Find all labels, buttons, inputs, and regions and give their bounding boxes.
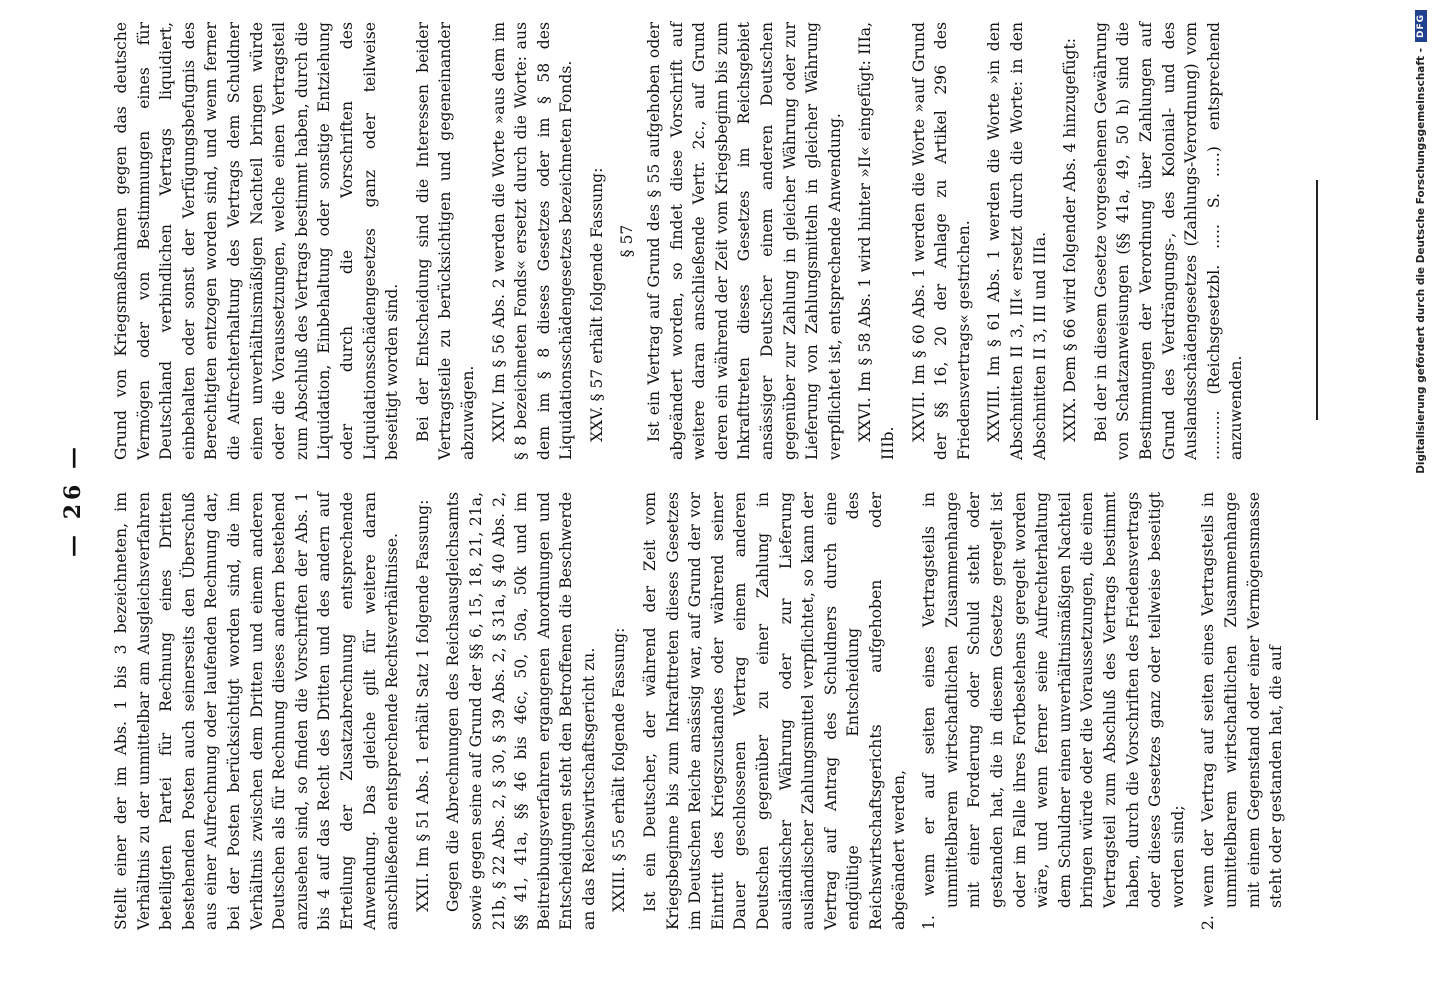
paragraph: XXVII. Im § 60 Abs. 1 werden die Worte »auf Grund der §§ 16, 20 der Anlage zu Artikel 296 des Friedensvertrags« gestrichen. bbox=[909, 22, 973, 460]
paragraph: 2. wenn der Vertrag auf seiten eines Vertragsteils in unmittelbarem wirtschaftlichen Zusammenhange mit einem Gegenstand oder einer Vermögensmasse steht oder gestanden hat, die auf bbox=[1199, 492, 1286, 930]
digitization-notice-text: Digitalisierung gefördert durch die Deutsche Forschungsgemeinschaft - bbox=[1415, 48, 1427, 474]
dfg-logo: DFG bbox=[1415, 10, 1427, 42]
paragraph: Bei der Entscheidung sind die Interessen beider Vertragsteile zu berücksichtigen und gegeneinander abzuwägen. bbox=[413, 22, 477, 460]
right-column bbox=[110, 22, 1248, 460]
paragraph: Grund von Kriegsmaßnahmen gegen das deutsche Vermögen oder von Bestimmungen eines für Deutschland verbindlichen Vertrags liquidiert, einbehalten oder sonst der Verfügungsbefugnis des Berechtigten entzogen worden sind, und wenn ferner die Aufrechterhaltung des Vertrags dem Schuldner einen unverhältnismäßigen Nachteil bringen würde oder die Voraussetzungen, welche einen Vertragsteil zum Abschluß des Vertrags bestimmt haben, durch die Liquidation, Einbehaltung oder sonstige Entziehung oder durch die Vorschriften des Liquidationsschädengesetzes ganz oder teilweise beseitigt worden sind. bbox=[112, 22, 402, 460]
paragraph: XXII. Im § 51 Abs. 1 erhält Satz 1 folgende Fassung: bbox=[413, 499, 432, 912]
paragraph: § 57 bbox=[618, 224, 637, 258]
paragraph: Ist ein Vertrag auf Grund des § 55 aufgehoben oder abgeändert worden, so findet diese Vorschrift auf weitere daran anschließende Vertr. 2c., auf Grund deren ein während der Zeit vom Kriegsbeginn bis zum Inkrafttreten dieses Gesetzes im Reichsgebiet ansässiger Deutscher einem anderen Deutschen gegenüber zur Zahlung in gleicher Währung oder zur Lieferung von Zahlungsmitteln in gleicher Währung verpflichtet ist, entsprechende Anwendung. bbox=[645, 22, 844, 460]
paragraph: XXVI. Im § 58 Abs. 1 wird hinter »II« eingefügt: IIIa, IIIb. bbox=[856, 22, 897, 460]
paragraph: XXIV. Im § 56 Abs. 2 werden die Worte »aus dem im § 8 bezeichneten Fonds« ersetzt durch die Worte: aus dem im § 8 dieses Gesetzes oder im § 58 des Liquidationsschädengesetzes bezeichneten Fonds. bbox=[489, 22, 576, 460]
paragraph: Stellt einer der im Abs. 1 bis 3 bezeichneten, im Verhältnis zu der unmittelbar am Ausgleichsverfahren beteiligten Partei für Rechnung eines Dritten bestehenden Posten auch seinerseits den Überschuß aus einer Aufrechnung oder laufenden Rechnung dar, bei der Posten berücksichtigt worden sind, die im Verhältnis zwischen dem Dritten und einem anderen Deutschen als für Rechnung dieses andern bestehend anzusehen sind, so finden die Vorschriften der Abs. 1 bis 4 auf das Recht des Dritten und des andern auf Erteilung der Zusatzabrechnung entsprechende Anwendung. Das gleiche gilt für weitere daran anschließende entsprechende Rechtsverhältnisse. bbox=[112, 492, 402, 930]
paragraph: Ist ein Deutscher, der während der Zeit vom Kriegsbeginne bis zum Inkrafttreten dieses Gesetzes im Deutschen Reiche ansässig war, auf Grund der vor Eintritt des Kriegszustandes oder während seiner Dauer geschlossenen Vertrag einem anderen Deutschen gegenüber zu einer Zahlung in ausländischer Währung oder zur Lieferung ausländischer Zahlungsmittel verpflichtet, so kann der Vertrag auf Antrag des Schuldners durch eine endgültige Entscheidung des Reichswirtschaftsgerichts aufgehoben oder abgeändert werden, bbox=[641, 492, 908, 930]
page-number: — 26 — bbox=[60, 443, 86, 557]
paragraph: Gegen die Abrechnungen des Reichsausgleichsamts sowie gegen seine auf Grund der §§ 6, 15, 18, 21, 21a, 21b, § 22 Abs. 2, § 30, § 39 Abs. 2, § 31a, § 40 Abs. 2, §§ 41, 41a, §§ 46 bis 46c, 50, 50a, 50k und im Beitreibungsverfahren ergangenen Anordnungen und Entscheidungen steht den Betroffenen die Beschwerde an das Reichswirtschaftsgericht zu. bbox=[444, 492, 598, 930]
paragraph: Bei der in diesem Gesetze vorgesehenen Gewährung von Schatzanweisungen (§§ 41a, 49, 50 h) sind die Bestimmungen der Verordnung über Zahlungen auf Grund des Verdrängungs-, des Kolonial- und des Auslandsschädengesetzes (Zahlungs-Verordnung) vom .......... (Reichsgesetzbl. ..... S. .....) entsprechend anzuwenden. bbox=[1091, 22, 1246, 460]
paragraph: XXV. § 57 erhält folgende Fassung: bbox=[587, 167, 606, 442]
paragraph: 1. wenn er auf seiten eines Vertragsteils in unmittelbarem wirtschaftlichen Zusammenhange mit einer Forderung oder Schuld steht oder gestanden hat, die in diesem Gesetze geregelt ist oder im Falle ihres Fortbestehens geregelt worden wäre, und wenn ferner seine Aufrechterhaltung dem Schuldner einen unverhältnismäßigen Nachteil bringen würde oder die Voraussetzungen, die einen Vertragsteil zum Abschluß des Vertrags bestimmt haben, durch die Vorschriften des Friedensvertrags oder dieses Gesetzes ganz oder teilweise beseitigt worden sind; bbox=[920, 492, 1187, 930]
paragraph: XXVIII. Im § 61 Abs. 1 werden die Worte »in den Abschnitten II 3, III« ersetzt durch die Worte: in den Abschnitten II 3, III und IIIa. bbox=[985, 22, 1049, 460]
paragraph: XXIX. Dem § 66 wird folgender Abs. 4 hinzugefügt: bbox=[1061, 37, 1080, 442]
left-column bbox=[110, 492, 1288, 930]
end-rule bbox=[1316, 180, 1318, 420]
digitization-notice bbox=[1412, 0, 1430, 1000]
paragraph: XXIII. § 55 erhält folgende Fassung: bbox=[610, 627, 629, 912]
